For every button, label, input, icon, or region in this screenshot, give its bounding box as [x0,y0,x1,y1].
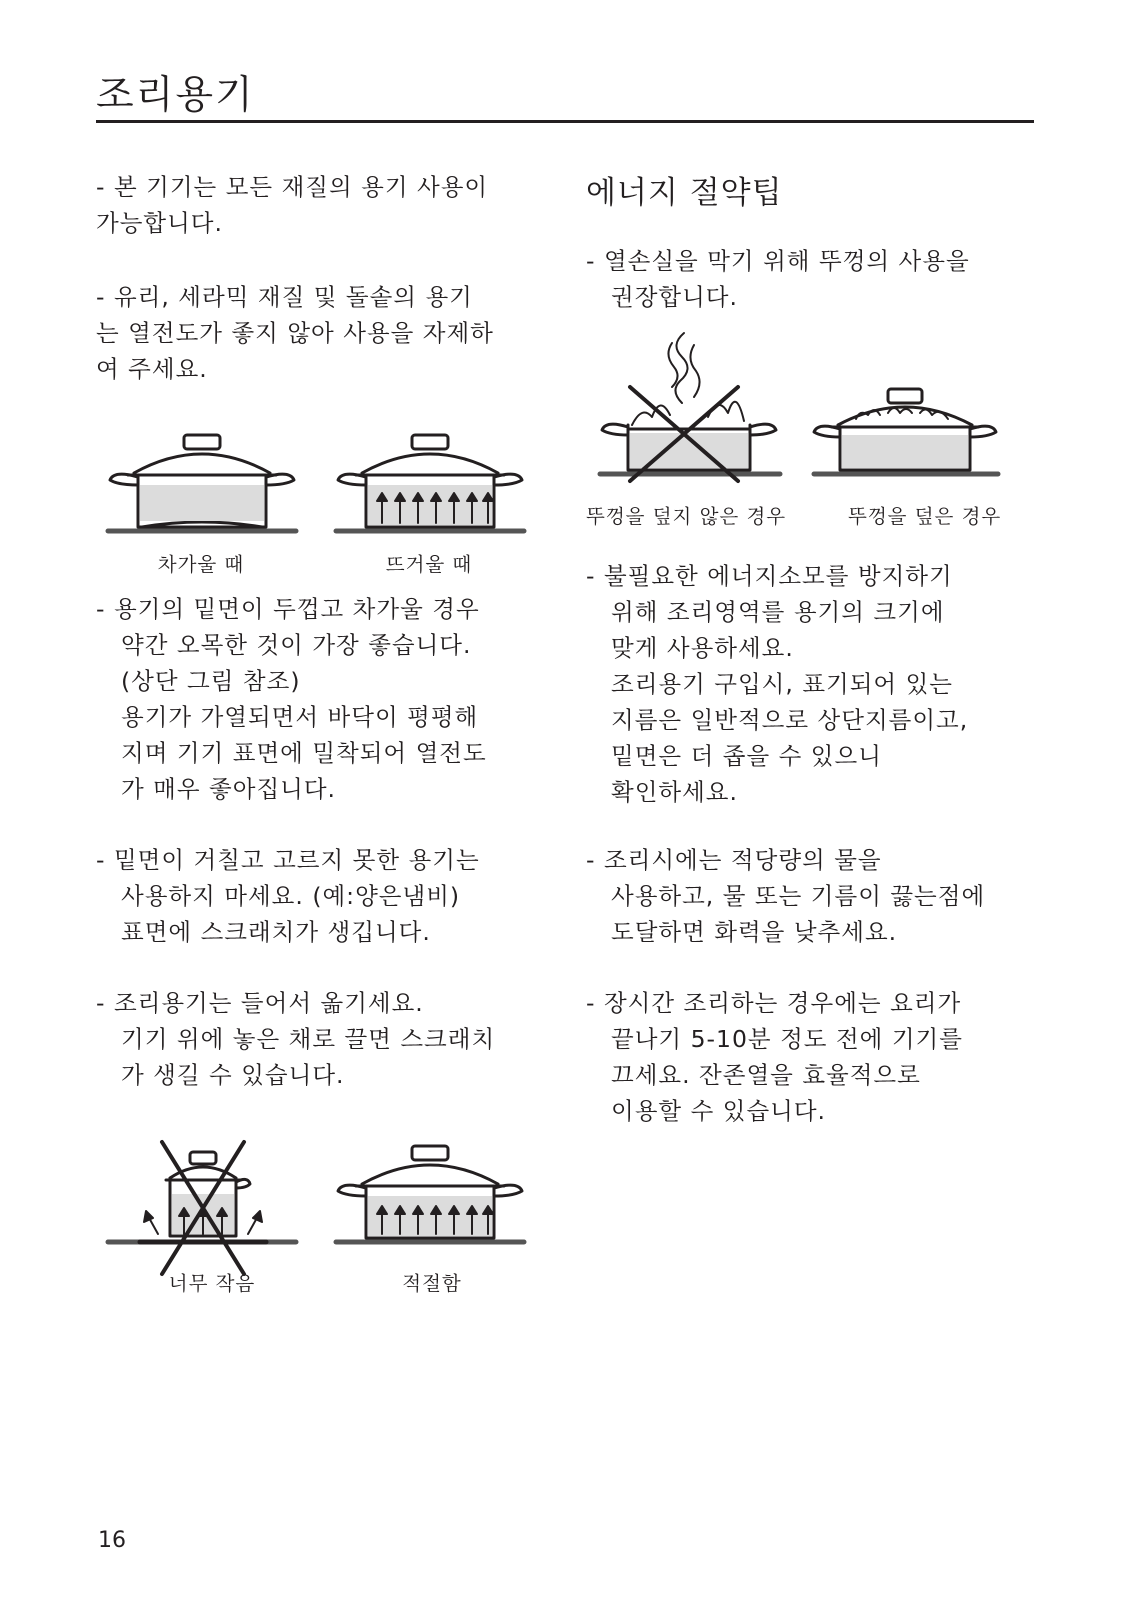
text-line: 약간 오목한 것이 가장 좋습니다. [121,631,472,659]
energy-tips-heading: 에너지 절약팁 [586,175,783,211]
no-lid-pot-icon [600,333,780,481]
text-line: 도달하면 화력을 낮추세요. [611,918,898,946]
text-line: - 조리시에는 적당량의 물을 [586,846,882,874]
text-line: - 불필요한 에너지소모를 방지하기 [586,562,953,590]
lid-pot-icon [814,389,998,474]
text-line: (상단 그림 참조) [121,667,301,695]
text-line: 지름은 일반적으로 상단지름이고, [611,706,969,734]
text-line: 가 생길 수 있습니다. [121,1061,345,1089]
text-line: 여 주세요. [96,355,208,383]
cold-caption: 차가울 때 [157,553,245,576]
lid-illustration [590,325,1030,490]
text-line: 확인하세요. [611,778,738,806]
pot-size-illustration [100,1138,540,1278]
left-paragraph-4 [96,842,480,950]
text-line: 가 매우 좋아집니다. [121,775,337,803]
no-lid-caption: 뚜껑을 덮지 않은 경우 [586,505,787,528]
text-line: 사용하고, 물 또는 기름이 끓는점에 [611,882,986,910]
text-line: 끝나기 5-10분 정도 전에 기기를 [611,1025,963,1053]
text-line: 끄세요. 잔존열을 효율적으로 [611,1061,921,1089]
hot-pot-icon [336,435,524,531]
proper-caption: 적절함 [402,1272,462,1295]
text-line: - 밑면이 거칠고 고르지 못한 용기는 [96,846,480,874]
text-line: 위해 조리영역를 용기의 크기에 [611,598,945,626]
hot-caption: 뜨거울 때 [385,553,473,576]
text-line: - 본 기기는 모든 재질의 용기 사용이 [96,173,489,201]
text-line: 는 열전도가 좋지 않아 사용을 자제하 [96,319,494,347]
page-number: 16 [98,1528,126,1553]
text-line: - 열손실을 막기 위해 뚜껑의 사용을 [586,247,970,275]
left-paragraph-2 [96,279,494,387]
left-paragraph-5 [96,985,495,1093]
small-pot-icon [108,1142,296,1274]
right-paragraph-4 [586,985,963,1129]
lid-caption: 뚜껑을 덮은 경우 [848,505,1002,528]
left-paragraph-1 [96,169,488,241]
pot-base-illustration [100,425,540,555]
text-line: 지며 기기 표면에 밀착되어 열전도 [121,739,487,767]
text-line: 표면에 스크래치가 생깁니다. [121,918,431,946]
text-line: 밑면은 더 좁을 수 있으니 [611,742,882,770]
text-line: 기기 위에 놓은 채로 끌면 스크래치 [121,1025,496,1053]
text-line: 가능합니다. [96,209,223,237]
text-line: 용기가 가열되면서 바닥이 평평해 [121,703,479,731]
right-paragraph-1 [586,243,970,315]
left-paragraph-3 [96,591,487,807]
too-small-caption: 너무 작음 [168,1272,256,1295]
text-line: 맞게 사용하세요. [611,634,794,662]
text-line: 조리용기 구입시, 표기되어 있는 [611,670,953,698]
title-rule [96,120,1034,123]
page-title: 조리용기 [96,73,255,118]
text-line: - 장시간 조리하는 경우에는 요리가 [586,989,962,1017]
cold-pot-icon [108,435,296,531]
text-line: - 용기의 밑면이 두껍고 차가울 경우 [96,595,480,623]
right-paragraph-2 [586,558,968,810]
text-line: 사용하지 마세요. (예:양은냄비) [121,882,461,910]
text-line: - 조리용기는 들어서 옮기세요. [96,989,424,1017]
text-line: 이용할 수 있습니다. [611,1097,827,1125]
text-line: 권장합니다. [611,283,738,311]
right-paragraph-3 [586,842,985,950]
text-line: - 유리, 세라믹 재질 및 돌솥의 용기 [96,283,473,311]
proper-pot-icon [336,1146,524,1242]
